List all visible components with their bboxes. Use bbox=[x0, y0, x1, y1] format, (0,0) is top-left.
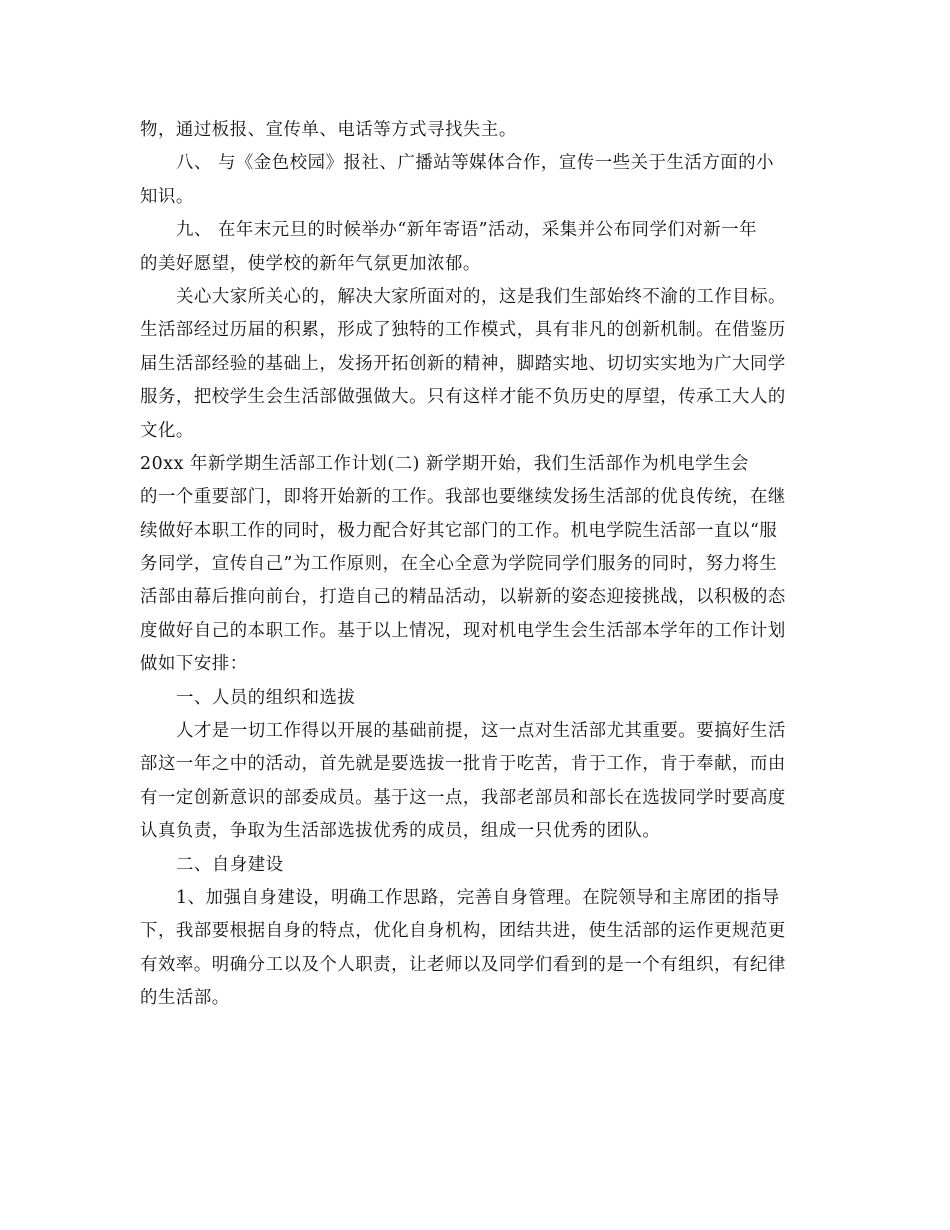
text-line: 有一定创新意识的部委成员。基于这一点，我部老部员和部长在选拔同学时要高度 bbox=[140, 787, 786, 808]
text-line: 九、 在年末元旦的时候举办“新年寄语”活动，采集并公布同学们对新一年 bbox=[176, 220, 758, 241]
text-line: 下，我部要根据自身的特点，优化自身机构，团结共进，使生活部的运作更规范更 bbox=[140, 921, 786, 942]
text-line: 物，通过板报、宣传单、电话等方式寻找失主。 bbox=[140, 120, 517, 140]
text-line: 文化。 bbox=[140, 420, 194, 441]
text-line: 1、加强自身建设，明确工作思路，完善自身管理。在院领导和主席团的指导 bbox=[176, 887, 780, 908]
text-line: 的生活部。 bbox=[140, 988, 230, 1009]
text-line: 认真负责，争取为生活部选拔优秀的成员，组成一只优秀的团队。 bbox=[140, 821, 661, 842]
text-line: 人才是一切工作得以开展的基础前提，这一点对生活部尤其重要。要搞好生活 bbox=[176, 721, 786, 742]
text-line: 服务，把校学生会生活部做强做大。只有这样才能不负历史的厚望，传承工大人的 bbox=[140, 387, 786, 408]
text-line: 的一个重要部门，即将开始新的工作。我部也要继续发扬生活部的优良传统，在继 bbox=[140, 487, 786, 508]
text-line: 部这一年之中的活动，首先就是要选拔一批肯于吃苦，肯于工作，肯于奉献，而由 bbox=[140, 754, 786, 775]
subheading-line: 一、人员的组织和选拔 bbox=[176, 687, 356, 708]
text-line: 度做好自己的本职工作。基于以上情况，现对机电学生会生活部本学年的工作计划 bbox=[140, 620, 786, 641]
text-line: 的美好愿望，使学校的新年气氛更加浓郁。 bbox=[140, 253, 481, 274]
text-line: 有效率。明确分工以及个人职责，让老师以及同学们看到的是一个有组织，有纪律 bbox=[140, 954, 786, 975]
text-line: 续做好本职工作的同时，极力配合好其它部门的工作。机电学院生活部一直以“服 bbox=[140, 520, 778, 541]
text-line: 八、 与《金色校园》报社、广播站等媒体合作，宣传一些关于生活方面的小 bbox=[176, 153, 775, 174]
subheading-line: 二、自身建设 bbox=[176, 854, 284, 875]
text-line: 活部由幕后推向前台，打造自己的精品活动，以崭新的姿态迎接挑战，以积极的态 bbox=[140, 587, 786, 608]
text-line: 关心大家所关心的，解决大家所面对的，这是我们生部始终不渝的工作目标。 bbox=[176, 286, 786, 307]
text-line: 做如下安排： bbox=[140, 654, 248, 675]
text-line: 届生活部经验的基础上，发扬开拓创新的精神，脚踏实地、切切实实地为广大同学 bbox=[140, 353, 786, 374]
text-line: 知识。 bbox=[140, 186, 194, 207]
document-body bbox=[140, 114, 812, 1016]
text-line: 生活部经过历届的积累，形成了独特的工作模式，具有非凡的创新机制。在借鉴历 bbox=[140, 320, 786, 341]
text-line: 务同学，宣传自己”为工作原则，在全心全意为学院同学们服务的同时，努力将生 bbox=[140, 554, 778, 575]
section-heading-line: 20xx 年新学期生活部工作计划(二) 新学期开始，我们生活部作为机电学生会 bbox=[140, 453, 749, 474]
